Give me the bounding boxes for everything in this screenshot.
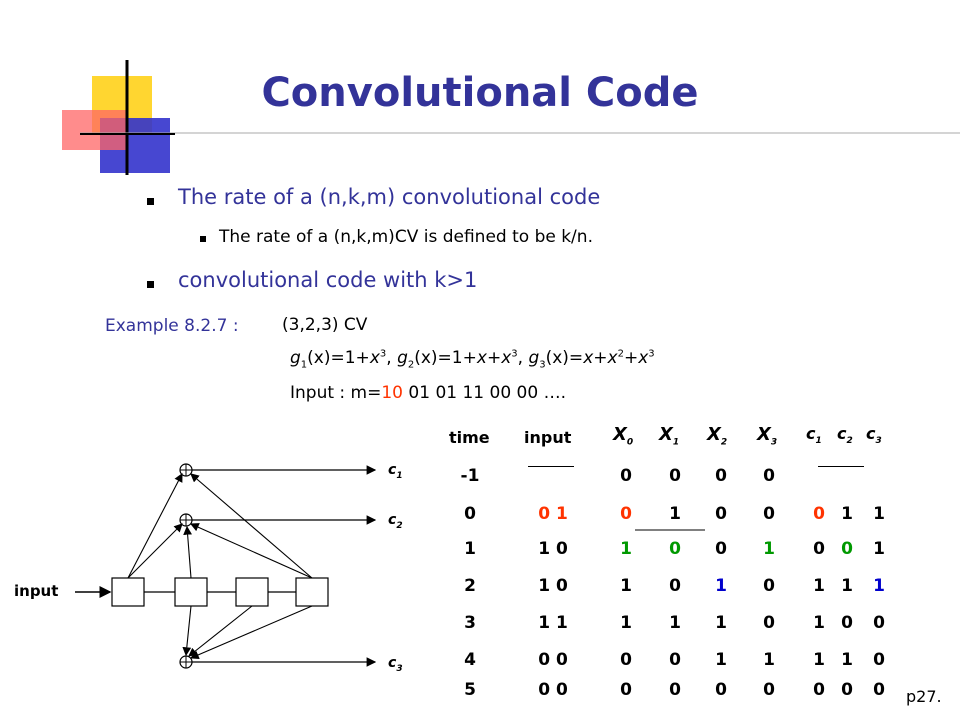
- table-cell-c1: 0: [813, 539, 825, 559]
- table-cell-x0: 1: [620, 613, 632, 633]
- page-title: Convolutional Code: [261, 70, 699, 116]
- header-x3: $X_3$: [757, 424, 778, 448]
- table-cell-x0: 0: [620, 650, 632, 670]
- table-cell-x1: 0: [669, 650, 681, 670]
- input-prefix: Input : m=: [290, 383, 382, 403]
- header-time: time: [449, 428, 490, 447]
- register-box: [236, 578, 268, 606]
- table-cell-time: 5: [464, 680, 476, 700]
- table-cell-input: 1 0: [538, 576, 568, 596]
- table-cell-x3: 0: [763, 576, 775, 596]
- table-cell-c1: 1: [813, 576, 825, 596]
- table-cell-x0: 1: [620, 539, 632, 559]
- table-cell-time: 3: [464, 613, 476, 633]
- diagram-output-c3: $c_3$: [388, 655, 403, 674]
- table-cell-x0: 1: [620, 576, 632, 596]
- table-cell-time: 1: [464, 539, 476, 559]
- table-cell-x3: 0: [763, 466, 775, 486]
- example-code: (3,2,3) CV: [282, 315, 368, 335]
- table-cell-x3: 0: [763, 504, 775, 524]
- bullet-k-greater: convolutional code with k>1: [178, 268, 478, 292]
- bullet-marker: [147, 198, 154, 205]
- table-cell-c2: 0: [841, 680, 853, 700]
- table-cell-time: 2: [464, 576, 476, 596]
- table-cell-c2: 1: [841, 650, 853, 670]
- table-cell-c3: 0: [873, 613, 885, 633]
- table-cell-x2: 1: [715, 576, 727, 596]
- table-cell-c2: 0: [841, 539, 853, 559]
- header-x1: $X_1$: [659, 424, 680, 448]
- header-input: input: [524, 428, 572, 447]
- polynomials-rendered: $g_1(x)=1+x^3$, $g_2(x)=1+x+x^3$, $g_3(x)=x+x^2+x^3$: [290, 348, 655, 371]
- table-cell-x1: 0: [669, 466, 681, 486]
- table-cell-x0: 0: [620, 680, 632, 700]
- table-cell-c1: 0: [813, 504, 825, 524]
- example-label: Example 8.2.7 :: [105, 316, 239, 336]
- header-x0: $X_0$: [613, 424, 634, 448]
- table-cell-x2: 0: [715, 539, 727, 559]
- table-cell-x2: 0: [715, 680, 727, 700]
- table-cell-time: 0: [464, 504, 476, 524]
- table-cell-x1: 0: [669, 576, 681, 596]
- table-cell-c3: 1: [873, 539, 885, 559]
- input-blank-line: [528, 466, 574, 467]
- header-c2: $c_2$: [837, 424, 853, 447]
- header-c1: $c_1$: [806, 424, 822, 447]
- output-blank-line: [818, 466, 864, 467]
- bullet-marker: [147, 281, 154, 288]
- diagram-output-c1: $c_1$: [388, 462, 403, 481]
- generator-polynomials: [290, 348, 655, 370]
- register-box: [296, 578, 328, 606]
- bullet-rate: The rate of a (n,k,m) convolutional code: [178, 185, 601, 209]
- sub-bullet-rate-def: The rate of a (n,k,m)CV is defined to be k/n.: [219, 227, 593, 247]
- table-cell-x0: 0: [620, 466, 632, 486]
- table-cell-x3: 0: [763, 680, 775, 700]
- diagram-input-label: input: [14, 582, 59, 600]
- table-cell-c1: 1: [813, 613, 825, 633]
- table-cell-input: 1 0: [538, 539, 568, 559]
- encoder-diagram: [0, 450, 440, 720]
- input-first-pair: 10: [381, 383, 403, 403]
- input-sequence: [290, 383, 566, 403]
- table-cell-x1: 0: [669, 680, 681, 700]
- table-cell-c2: 1: [841, 504, 853, 524]
- table-cell-x1: 1: [669, 613, 681, 633]
- header-x2: $X_2$: [707, 424, 728, 448]
- table-cell-x3: 1: [763, 650, 775, 670]
- table-cell-input: 0 1: [538, 504, 568, 524]
- table-cell-x2: 1: [715, 650, 727, 670]
- table-cell-x0: 0: [620, 504, 632, 524]
- diagram-output-c2: $c_2$: [388, 512, 403, 531]
- table-cell-x1: 1: [669, 504, 681, 524]
- table-cell-c1: 0: [813, 680, 825, 700]
- table-cell-c3: 1: [873, 504, 885, 524]
- table-cell-c1: 1: [813, 650, 825, 670]
- table-cell-x1: 0: [669, 539, 681, 559]
- table-cell-input: 0 0: [538, 680, 568, 700]
- header-c3: $c_3$: [866, 424, 882, 447]
- table-cell-x3: 0: [763, 613, 775, 633]
- table-cell-x3: 1: [763, 539, 775, 559]
- table-cell-c2: 1: [841, 576, 853, 596]
- table-cell-c2: 0: [841, 613, 853, 633]
- table-cell-time: -1: [460, 466, 480, 486]
- table-cell-time: 4: [464, 650, 476, 670]
- input-rest: 01 01 11 00 00 ….: [408, 383, 566, 403]
- table-cell-x2: 0: [715, 504, 727, 524]
- table-cell-x2: 1: [715, 613, 727, 633]
- table-cell-c3: 0: [873, 650, 885, 670]
- table-cell-input: 0 0: [538, 650, 568, 670]
- adder-icon: [180, 656, 192, 668]
- table-cell-x2: 0: [715, 466, 727, 486]
- table-cell-input: 1 1: [538, 613, 568, 633]
- table-cell-c3: 0: [873, 680, 885, 700]
- register-box: [175, 578, 207, 606]
- table-cell-c3: 1: [873, 576, 885, 596]
- register-box: [112, 578, 144, 606]
- page-number: p27.: [906, 687, 942, 706]
- sub-bullet-marker: [200, 236, 206, 242]
